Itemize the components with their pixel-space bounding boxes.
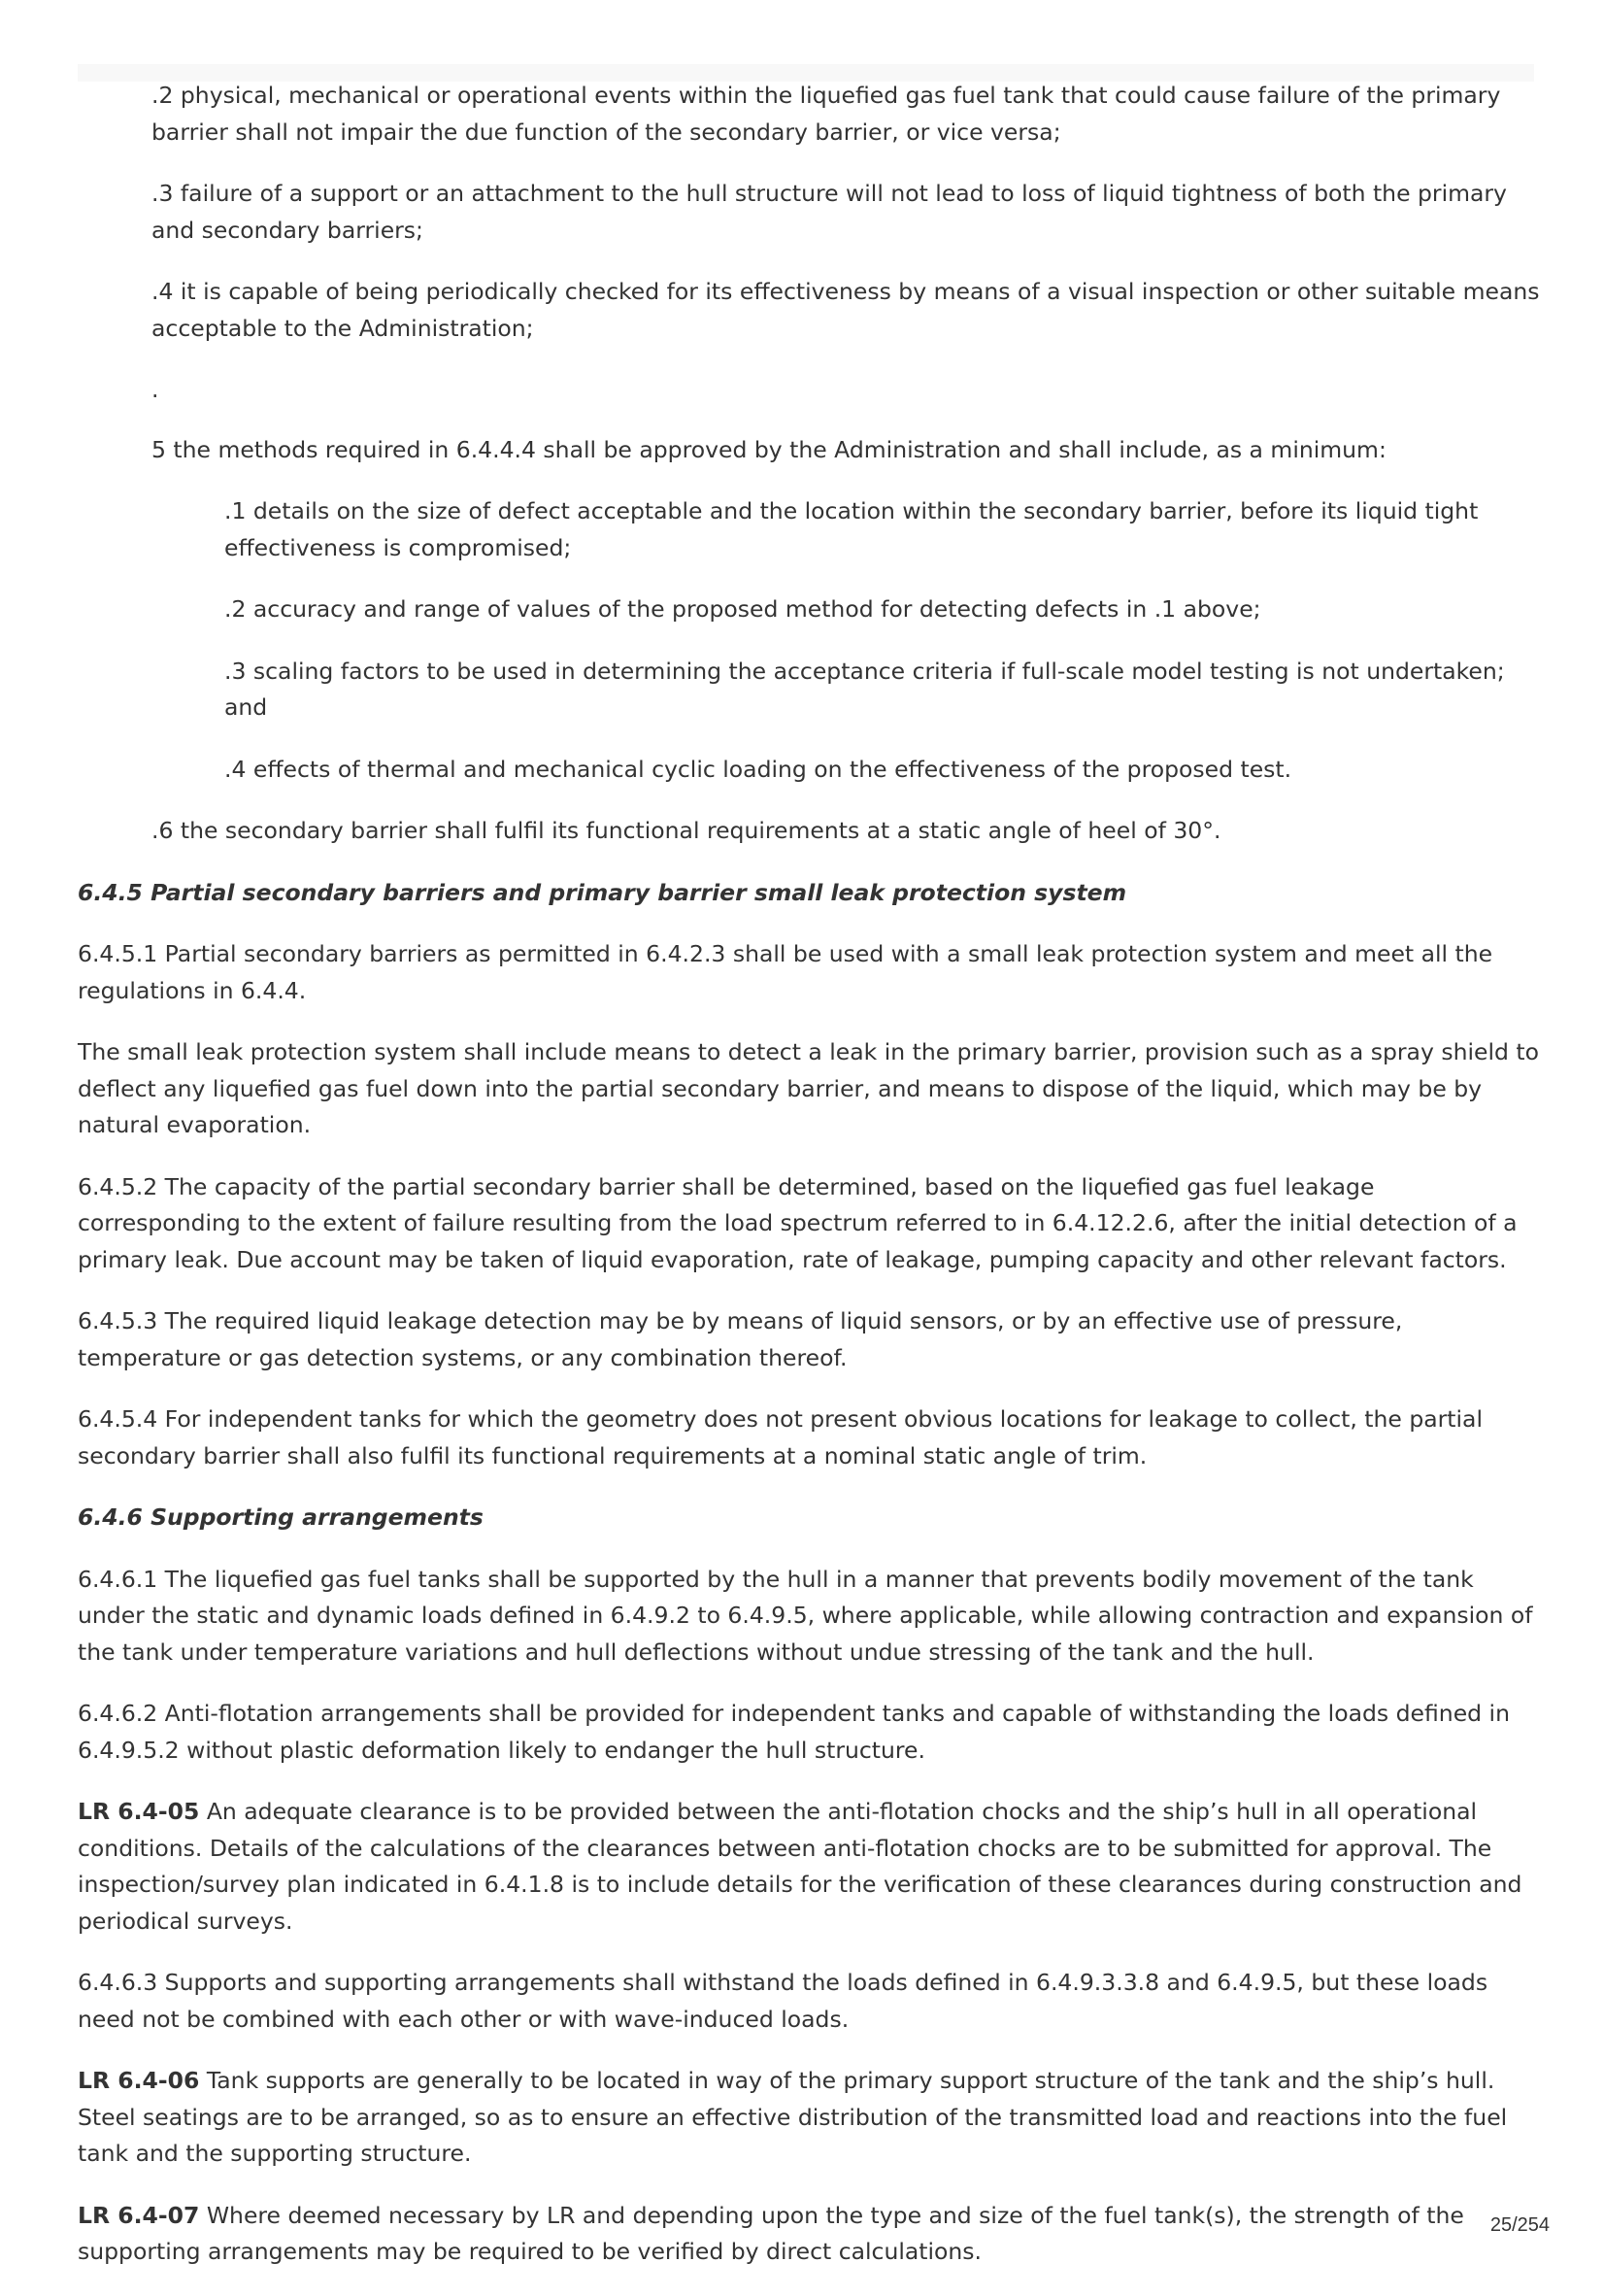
stray-dot: . xyxy=(151,376,159,403)
paragraph-6-4-5-4: 6.4.5.4 For independent tanks for which the geometry does not present obvious locations for leakage to collect, the partial secondary barrier shall also fulfil its functional requirements at a nominal static angle of trim. xyxy=(78,1405,1483,1469)
page-number: 25/254 xyxy=(1489,2214,1550,2236)
sub-item-3: .3 scaling factors to be used in determining the acceptance criteria if full-scale model testing is not undertaken; and xyxy=(224,657,1505,721)
lr-tag: LR 6.4-07 xyxy=(78,2201,200,2229)
paragraph-5: 5 the methods required in 6.4.4.4 shall be approved by the Administration and shall include, as a minimum: xyxy=(151,435,1387,463)
sub-item-4: .4 effects of thermal and mechanical cyclic loading on the effectiveness of the proposed test. xyxy=(224,755,1292,783)
lr-text: An adequate clearance is to be provided between the anti-flotation chocks and the ship’s hull in all operational conditions. Details of the calculations of the clearances between anti-flotation chocks are to be submitted for approval. The inspection/survey plan indicated in 6.4.1.8 is to include details for the verification of these clearances during construction and periodical surveys. xyxy=(78,1798,1522,1935)
paragraph-2: .2 physical, mechanical or operational events within the liquefied gas fuel tank that could cause failure of the primary barrier shall not impair the due function of the secondary barrier, or vice versa; xyxy=(151,82,1501,146)
paragraph-6-4-6-2: 6.4.6.2 Anti-flotation arrangements shall be provided for independent tanks and capable of withstanding the loads defined in 6.4.9.5.2 without plastic deformation likely to endanger the hull structure. xyxy=(78,1700,1510,1764)
lr-note-6-4-07 xyxy=(78,2198,1544,2271)
lr-tag: LR 6.4-05 xyxy=(78,1798,200,1825)
lr-note-6-4-06 xyxy=(78,2063,1544,2173)
section-heading-6-4-6: 6.4.6 Supporting arrangements xyxy=(78,1503,484,1531)
lr-tag: LR 6.4-06 xyxy=(78,2067,200,2094)
paragraph-small-leak: The small leak protection system shall include means to detect a leak in the primary barrier, provision such as a spray shield to deflect any liquefied gas fuel down into the partial secondary barrier, and means to dispose of the liquid, which may be by natural evaporation. xyxy=(78,1038,1539,1138)
paragraph-6-4-6-3: 6.4.6.3 Supports and supporting arrangements shall withstand the loads defined in 6.4.9.3.3.8 and 6.4.9.5, but these loads need not be combined with each other or with wave-induced loads. xyxy=(78,1969,1488,2033)
paragraph-4: .4 it is capable of being periodically checked for its effectiveness by means of a visual inspection or other suitable means acceptable to the Administration; xyxy=(151,278,1540,342)
paragraph-3: .3 failure of a support or an attachment to the hull structure will not lead to loss of liquid tightness of both the primary and secondary barriers; xyxy=(151,180,1507,244)
document-body xyxy=(78,78,1544,2296)
paragraph-6-4-6-1: 6.4.6.1 The liquefied gas fuel tanks shall be supported by the hull in a manner that prevents bodily movement of the tank under the static and dynamic loads defined in 6.4.9.2 to 6.4.9.5, where applicable, while allowing contraction and expansion of the tank under temperature variations and hull deflections without undue stressing of the tank and the hull. xyxy=(78,1565,1533,1666)
section-heading-6-4-5: 6.4.5 Partial secondary barriers and primary barrier small leak protection system xyxy=(78,878,1127,906)
paragraph-6-4-5-2: 6.4.5.2 The capacity of the partial secondary barrier shall be determined, based on the liquefied gas fuel leakage corresponding to the extent of failure resulting from the load spectrum referred to in 6.4.12.2.6, after the initial detection of a primary leak. Due account may be taken of liquid evaporation, rate of leakage, pumping capacity and other relevant factors. xyxy=(78,1172,1518,1273)
paragraph-6-4-5-3: 6.4.5.3 The required liquid leakage detection may be by means of liquid sensors, or by an effective use of pressure, temperature or gas detection systems, or any combination thereof. xyxy=(78,1307,1403,1371)
paragraph-6-4-5-1: 6.4.5.1 Partial secondary barriers as permitted in 6.4.2.3 shall be used with a small leak protection system and meet all the regulations in 6.4.4. xyxy=(78,940,1493,1004)
lr-text: Tank supports are generally to be located in way of the primary support structure of the tank and the ship’s hull. Steel seatings are to be arranged, so as to ensure an effective distribution of the transmitted load and reactions into the fuel tank and the supporting structure. xyxy=(78,2067,1508,2167)
sub-item-2: .2 accuracy and range of values of the proposed method for detecting defects in .1 above; xyxy=(224,595,1261,623)
sub-item-1: .1 details on the size of defect acceptable and the location within the secondary barrier, before its liquid tight effectiveness is compromised; xyxy=(224,497,1479,561)
lr-note-6-4-05 xyxy=(78,1794,1544,1940)
lr-text: Where deemed necessary by LR and depending upon the type and size of the fuel tank(s), the strength of the supporting arrangements may be required to be verified by direct calculations. xyxy=(78,2201,1464,2265)
paragraph-6: .6 the secondary barrier shall fulfil its functional requirements at a static angle of heel of 30°. xyxy=(151,817,1221,844)
